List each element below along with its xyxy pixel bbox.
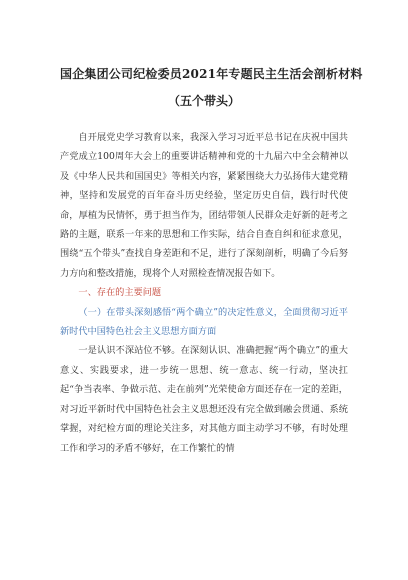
document-subtitle: （五个带头）: [167, 94, 240, 108]
document-body: [60, 128, 348, 458]
subsection-heading: （一）在带头深刻感悟“两个确立”的决定性意义，全面贯彻习近平新时代中国特色社会主义思想方面方面: [60, 306, 348, 338]
intro-paragraph: 自开展党史学习教育以来，我深入学习习近平总书记在庆祝中国共产党成立100周年大会上的重要讲话精神和党的十九届六中全会精神以及《中华人民共和国国史》等相关内容，紧紧围绕大力弘扬伟大建党精神，坚持和发展党的百年奋斗历史经验，坚定历史自信，践行时代使命，厚植为民情怀，勇于担当作为，团结带领人民群众走好新的赶考之路的主题，联系一年来的思想和工作实际，结合自查自纠和征求意见，围绕“五个带头”查找自身差距和不足，进行了深刻剖析，明确了今后努力方向和整改措施，现将个人对照检查情况报告如下。: [60, 132, 348, 279]
section-heading: 一、存在的主要问题: [78, 287, 162, 299]
document-title: 国企集团公司纪检委员2021年专题民主生活会剖析材料: [60, 67, 363, 81]
body-paragraph: 一是认识不深站位不够。在深刻认识、准确把握“两个确立”的重大意义、实践要求，进一步统一思想、统一意志、统一行动，坚决扛起“争当表率、争做示范、走在前列”光荣使命方面还存在一定的差距，对习近平新时代中国特色社会主义思想还没有完全做到融会贯通、系统掌握，对纪检方面的理论关注多，对其他方面主动学习不够，有时处理工作和学习的矛盾不够好，在工作繁忙的情: [60, 345, 348, 454]
